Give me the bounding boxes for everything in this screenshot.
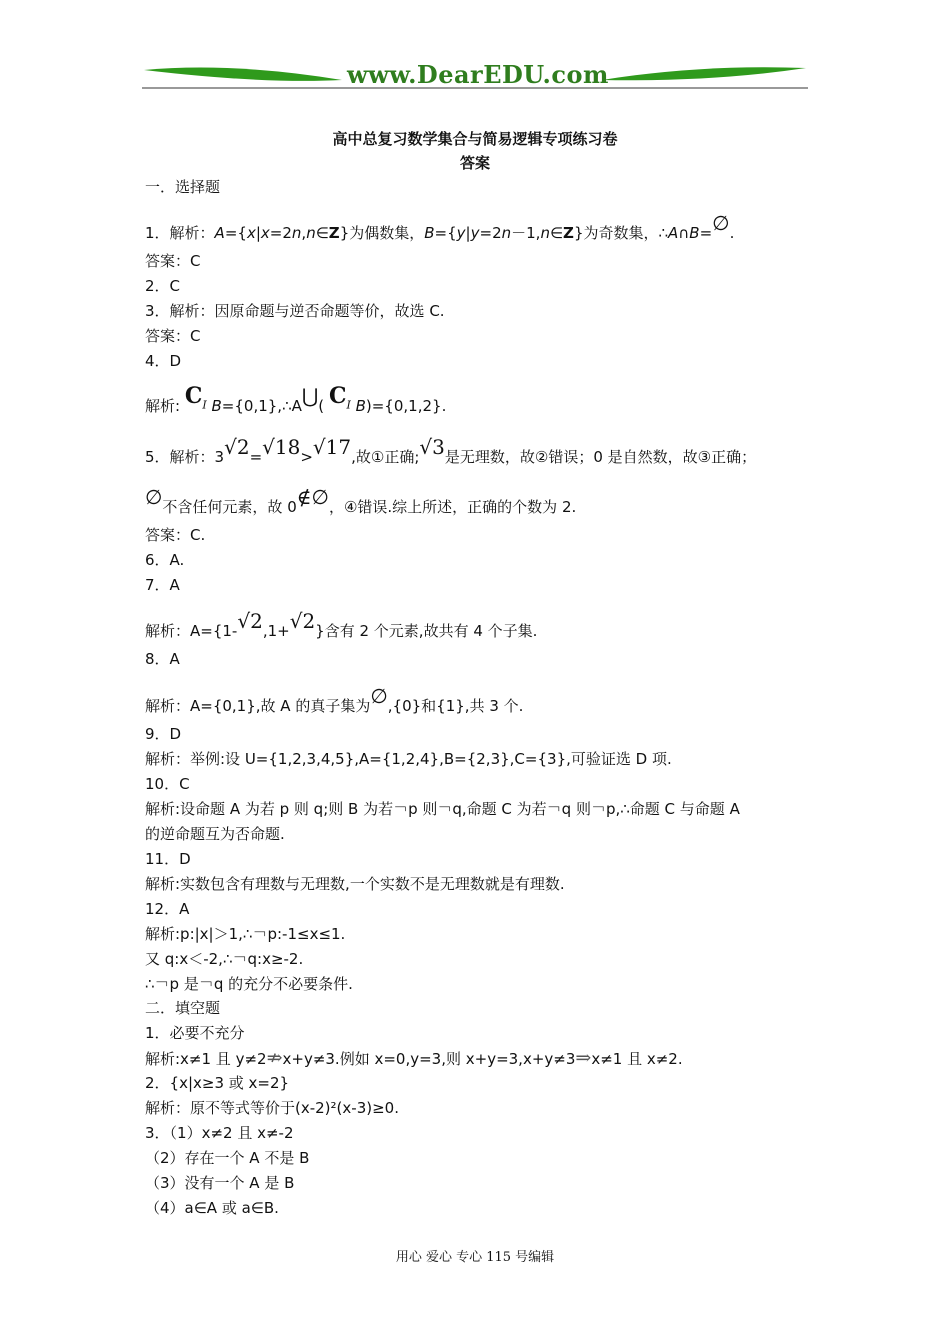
empty-set-icon: ∅ [712, 211, 730, 235]
answer-line: （3）没有一个 A 是 B [145, 1174, 295, 1192]
answer-line: 4．D [145, 352, 182, 370]
answer-line: 6．A. [145, 551, 185, 569]
answer-line: 答案：C [145, 327, 201, 345]
answer-line: 3．解析：因原命题与逆否命题等价，故选 C. [145, 302, 445, 320]
answer-line: 12．A [145, 900, 190, 918]
section-heading-choice: 一．选择题 [145, 178, 221, 196]
section-heading-fill: 二．填空题 [145, 999, 221, 1017]
site-logo[interactable]: www.DearEDU.com [347, 60, 609, 89]
page-footer: 用心 爱心 专心 115 号编辑 [395, 1250, 555, 1265]
header-banner [142, 58, 808, 92]
complement-icon: $C_I$ [184, 383, 207, 412]
fill1-explanation: 解析:x≠1 且 y≠2⇏x+y≠3.例如 x=0,y=3,则 x+y=3,x+y≠3⇒x≠1 且 x≠2. [145, 1047, 683, 1069]
answer-line: 11．D [145, 850, 191, 868]
answer-line: 1．必要不充分 [145, 1024, 245, 1042]
answer-line: 7．A [145, 576, 180, 594]
answer-line: 的逆命题互为否命题. [145, 825, 285, 843]
union-icon: ⋃ [301, 384, 319, 408]
implies-icon: ⇒ [575, 1047, 592, 1069]
q7-explanation: 解析：A={1-√2,1+√2}含有 2 个元素,故共有 4 个子集. [145, 609, 538, 640]
q4-explanation: 解析: $C_I$ B={0,1},∴A⋃( $C_I$ B)={0,1,2}. [145, 383, 447, 415]
complement-icon: $C_I$ [328, 383, 351, 412]
page-title: 高中总复习数学集合与简易逻辑专项练习卷 [332, 130, 618, 148]
empty-set-icon: ∅ [311, 485, 329, 509]
answer-line: 8．A [145, 650, 180, 668]
not-in-icon: ∉ [296, 485, 312, 509]
empty-set-icon: ∅ [370, 684, 388, 708]
not-implies-icon: ⇏ [266, 1047, 283, 1069]
answer-line: 2．{x|x≥3 或 x=2} [145, 1074, 290, 1092]
page-subtitle: 答案 [459, 154, 490, 172]
answer-line: 答案：C. [145, 526, 206, 544]
answer-line: （2）存在一个 A 不是 B [145, 1149, 310, 1167]
answer-line: 3．（1）x≠2 且 x≠-2 [145, 1124, 294, 1142]
answer-line: （4）a∈A 或 a∈B. [145, 1199, 279, 1217]
answer-line: 又 q:x＜-2,∴￢q:x≥-2. [145, 950, 304, 968]
q8-explanation: 解析：A={0,1},故 A 的真子集为∅,{0}和{1},共 3 个. [145, 684, 524, 715]
empty-set-icon: ∅ [145, 485, 163, 509]
answer-line: ∴￢p 是￢q 的充分不必要条件. [145, 975, 353, 993]
q1-explanation: 1．解析：A={x|x=2n,n∈Z}为偶数集，B={y|y=2n－1,n∈Z}为奇数集，∴A∩B=∅. [145, 211, 735, 242]
answer-line: 解析:p:|x|＞1,∴￢p:-1≤x≤1. [145, 925, 346, 943]
answer-line: 解析：原不等式等价于(x-2)²(x-3)≥0. [145, 1099, 399, 1117]
q5-explanation-cont: ∅不含任何元素，故 0∉∅，④错误.综上所述，正确的个数为 2. [145, 485, 577, 516]
answer-line: 答案：C [145, 252, 201, 270]
answer-line: 10．C [145, 775, 190, 793]
q5-explanation: 5．解析：3√2=√18>√17,故①正确;√3是无理数，故②错误；0 是自然数，故③正确； [145, 435, 757, 466]
answer-line: 解析:实数包含有理数与无理数,一个实数不是无理数就是有理数. [145, 875, 565, 893]
answer-line: 解析:设命题 A 为若 p 则 q;则 B 为若￢p 则￢q,命题 C 为若￢q 则￢p,∴命题 C 与命题 A [145, 800, 740, 818]
answer-line: 9．D [145, 725, 182, 743]
answer-line: 解析：举例:设 U={1,2,3,4,5},A={1,2,4},B={2,3},C={3},可验证选 D 项. [145, 750, 672, 768]
answer-line: 2．C [145, 277, 181, 295]
